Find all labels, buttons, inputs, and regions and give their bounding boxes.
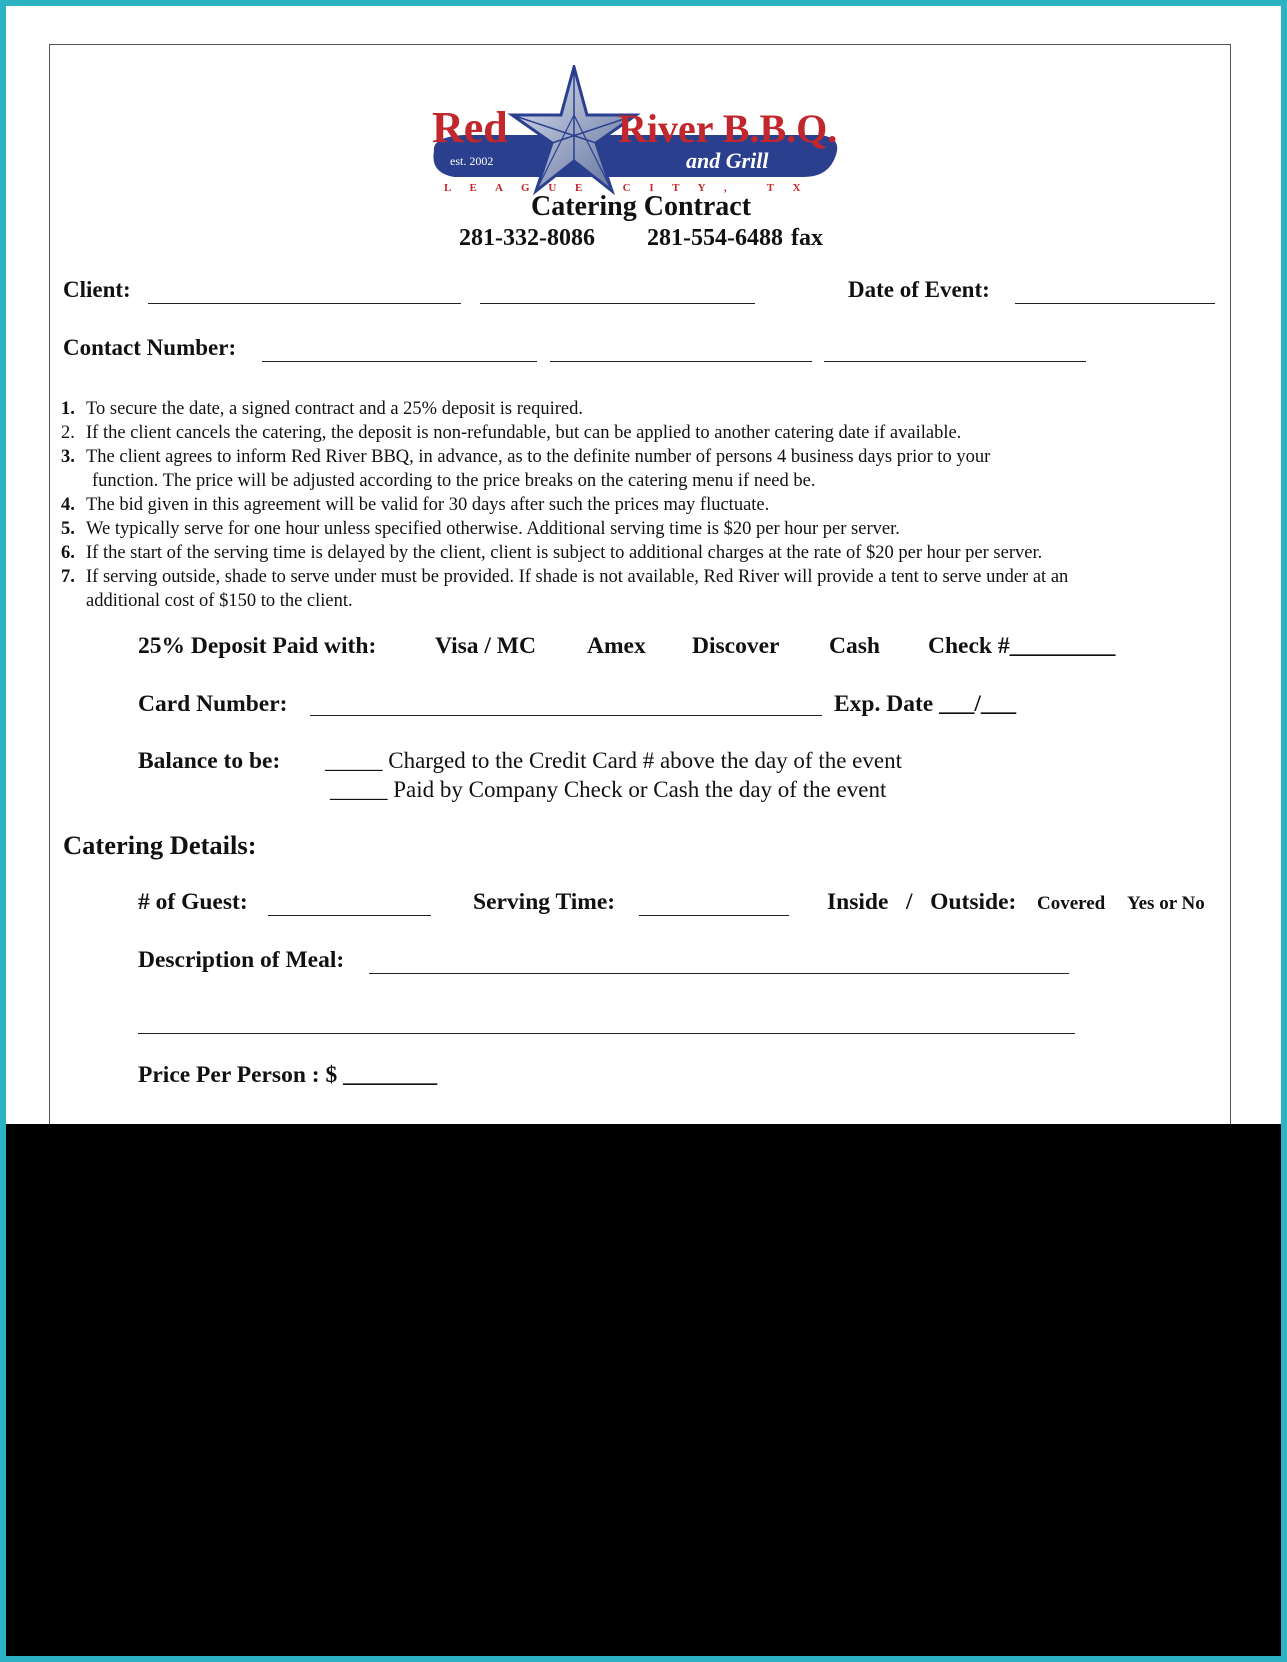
cash-option[interactable]: Cash — [829, 633, 880, 659]
yes-no-option[interactable]: Yes or No — [1127, 893, 1205, 914]
logo-red: Red — [432, 103, 508, 152]
term-item: 5. We typically serve for one hour unless specified otherwise. Additional serving time is $20 per hour per server. — [61, 519, 900, 539]
catering-details-heading: Catering Details: — [63, 830, 257, 860]
deposit-label: 25% Deposit Paid with: — [138, 633, 377, 659]
contract-page — [49, 44, 1231, 1124]
logo-location: L E A G U E C I T Y , T X — [444, 182, 809, 194]
serving-time-label: Serving Time: — [473, 889, 616, 915]
balance-option-card[interactable]: _____ Charged to the Credit Card # above the day of the event — [325, 748, 902, 773]
balance-label: Balance to be: — [138, 748, 281, 774]
logo-tagline: and Grill — [686, 148, 769, 173]
guest-label: # of Guest: — [138, 889, 248, 915]
phone-line — [50, 225, 1232, 252]
page-title: Catering Contract — [530, 191, 752, 222]
client-label: Client: — [63, 277, 131, 302]
date-of-event-label: Date of Event: — [848, 277, 990, 302]
price-per-person-field[interactable]: Price Per Person : $ ________ — [138, 1062, 438, 1088]
contact-field-2[interactable] — [550, 361, 812, 362]
redacted-area — [6, 1124, 1281, 1656]
term-item: 6. If the start of the serving time is delayed by the client, client is subject to additional charges at the rate of $20 per hour per server. — [61, 543, 1043, 563]
inside-outside-label: Inside / Outside: — [827, 889, 1017, 915]
client-field-1[interactable] — [148, 303, 461, 304]
term-item: 3. The client agrees to inform Red River BBQ, in advance, as to the definite number of persons 4 business days prior to your function. The price will be adjusted according to the price breaks on the catering menu if need be. — [61, 447, 991, 491]
fax-number: 281-554-6488 fax — [647, 225, 823, 251]
phone-number: 281-332-8086 — [459, 225, 595, 251]
check-option[interactable]: Check #_________ — [928, 633, 1116, 659]
logo-est: est. 2002 — [450, 154, 494, 168]
card-number-label: Card Number: — [138, 691, 288, 717]
meal-description-label: Description of Meal: — [138, 947, 345, 973]
term-item: 2. If the client cancels the catering, the deposit is non-refundable, but can be applied to another catering date if available. — [61, 423, 962, 443]
terms-list — [61, 397, 1211, 613]
term-item: 1. To secure the date, a signed contract and a 25% deposit is required. — [61, 399, 583, 419]
date-of-event-field[interactable] — [1015, 303, 1215, 304]
discover-option[interactable]: Discover — [692, 633, 780, 659]
client-field-2[interactable] — [480, 303, 755, 304]
visa-mc-option[interactable]: Visa / MC — [435, 633, 536, 659]
term-item: 4. The bid given in this agreement will be valid for 30 days after such the prices may fluctuate. — [61, 495, 770, 515]
term-item: 7. If serving outside, shade to serve under must be provided. If shade is not available, Red River will provide a tent to serve under at an additional cost of $150 to the client. — [61, 567, 1069, 611]
exp-date-field[interactable]: Exp. Date ___/___ — [834, 691, 1017, 717]
contact-number-label: Contact Number: — [63, 335, 237, 360]
red-river-logo — [424, 65, 854, 195]
meal-description-field-2[interactable] — [138, 1033, 1075, 1034]
serving-time-field[interactable] — [639, 915, 789, 916]
contact-field-1[interactable] — [262, 361, 537, 362]
card-number-field[interactable] — [310, 715, 822, 716]
logo-river-bbq: River B.B.Q. — [618, 106, 838, 151]
guest-field[interactable] — [268, 915, 431, 916]
contact-field-3[interactable] — [824, 361, 1086, 362]
meal-description-field-1[interactable] — [369, 973, 1069, 974]
amex-option[interactable]: Amex — [587, 633, 646, 659]
covered-label: Covered — [1037, 893, 1106, 914]
balance-option-check[interactable]: _____ Paid by Company Check or Cash the day of the event — [330, 777, 887, 802]
